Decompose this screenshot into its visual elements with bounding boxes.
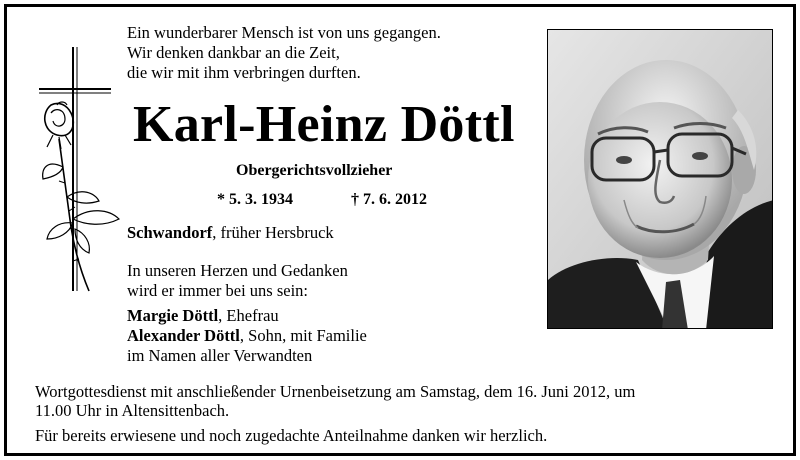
mourners-list (127, 306, 367, 366)
relatives-line: im Namen aller Verwandten (127, 346, 313, 365)
service-line-1: Wortgottesdienst mit anschließender Urnenbeisetzung am Samstag, dem 16. Juni 2012, um (35, 382, 636, 401)
remembrance-line-1: In unseren Herzen und Gedanken (127, 261, 348, 280)
residence (127, 225, 334, 242)
mourner-relation: , Sohn, mit Familie (239, 326, 367, 345)
mourner-name: Margie Döttl (127, 306, 219, 325)
thanks-note: Für bereits erwiesene und noch zugedachte Anteilnahme danken wir herzlich. (35, 426, 548, 445)
poem-line-3: die wir mit ihm verbringen durften. (127, 63, 361, 82)
cross-with-rose-icon (37, 47, 127, 297)
deceased-occupation: Obergerichtsvollzieher (236, 162, 393, 179)
portrait-photo (547, 29, 773, 329)
residence-former: , früher Hersbruck (212, 223, 334, 242)
death-date: † 7. 6. 2012 (351, 191, 427, 208)
mourner-name: Alexander Döttl (127, 326, 240, 345)
deceased-name: Karl-Heinz Döttl (133, 96, 515, 153)
remembrance-line-2: wird er immer bei uns sein: (127, 281, 309, 300)
mourner-relation: , Ehefrau (218, 306, 279, 325)
poem-line-1: Ein wunderbarer Mensch ist von uns gegangen. (127, 23, 441, 42)
service-line-2: 11.00 Uhr in Altensittenbach. (35, 401, 230, 420)
mourner (127, 306, 367, 326)
residence-current: Schwandorf (127, 223, 213, 242)
remembrance-text (127, 261, 348, 301)
service-announcement (35, 382, 635, 420)
poem-line-2: Wir denken dankbar an die Zeit, (127, 43, 340, 62)
birth-date: * 5. 3. 1934 (217, 191, 293, 208)
mourner (127, 326, 367, 346)
portrait-illustration (548, 30, 773, 329)
obituary-card (4, 4, 796, 456)
poem (127, 23, 441, 83)
